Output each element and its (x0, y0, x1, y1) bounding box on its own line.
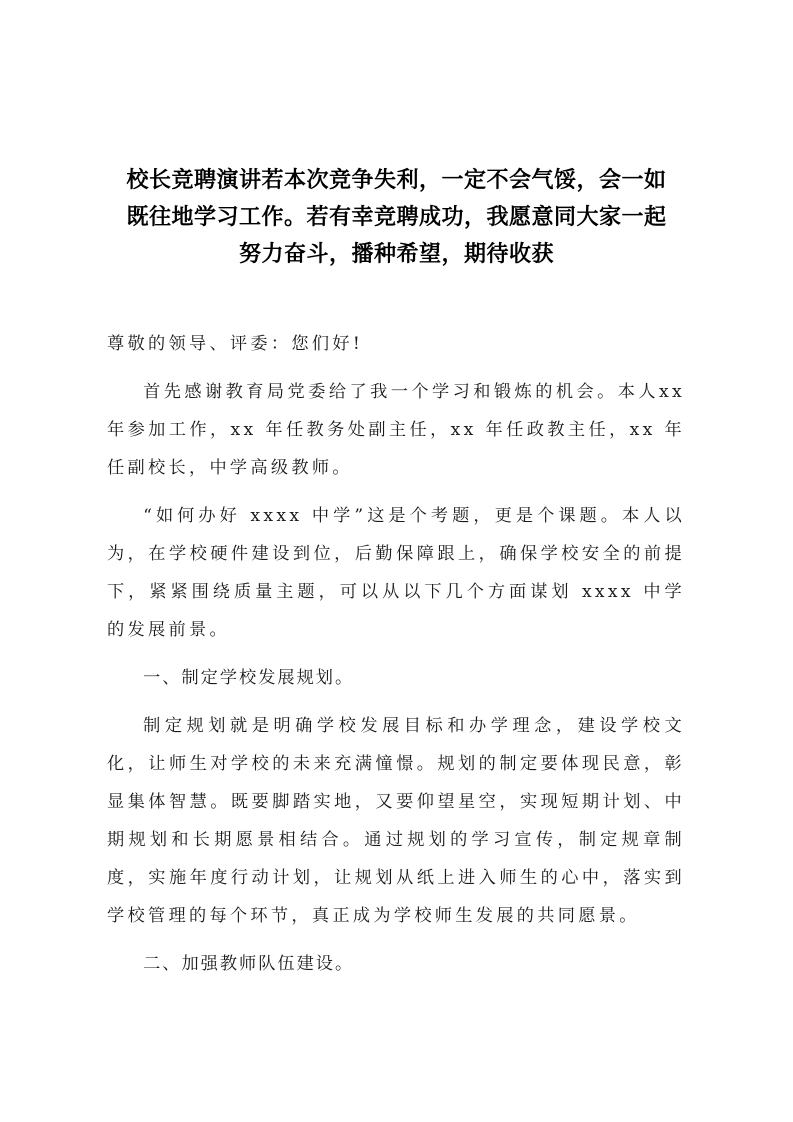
paragraph-intro: 首先感谢教育局党委给了我一个学习和锻炼的机会。本人xx 年参加工作，xx 年任教务处副主任，xx 年任政教主任，xx 年任副校长，中学高级教师。 (107, 382, 685, 478)
salutation: 尊敬的领导、评委：您们好! (107, 334, 364, 354)
section-body-1: 制定规划就是明确学校发展目标和办学理念，建设学校文化，让师生对学校的未来充满憧憬。规划的制定要体现民意，彰显集体智慧。既要脚踏实地，又要仰望星空，实现短期计划、中期规划和长期愿景相结合。通过规划的学习宣传，制定规章制度，实施年度行动计划，让规划从纸上进入师生的心中，落实到学校管理的每个环节，真正成为学校师生发展的共同愿景。 (107, 716, 685, 926)
title-line-2: 既往地学习工作。若有幸竞聘成功，我愿意同大家一起 (126, 205, 667, 230)
title-line-3: 努力奋斗，播种希望，期待收获 (238, 242, 554, 267)
document-body (107, 325, 685, 993)
section-heading-2: 二、加强教师队伍建设。 (143, 954, 355, 974)
paragraph-topic: “如何办好 xxxx 中学”这是个考题，更是个课题。本人以为，在学校硬件建设到位，后勤保障跟上，确保学校安全的前提下，紧紧围绕质量主题，可以从以下几个方面谋划 xxxx 中学的发展前景。 (107, 506, 685, 640)
document-title (100, 162, 693, 273)
title-line-1: 校长竞聘演讲若本次竞争失利，一定不会气馁，会一如 (126, 168, 667, 193)
section-heading-1: 一、制定学校发展规划。 (143, 668, 355, 688)
